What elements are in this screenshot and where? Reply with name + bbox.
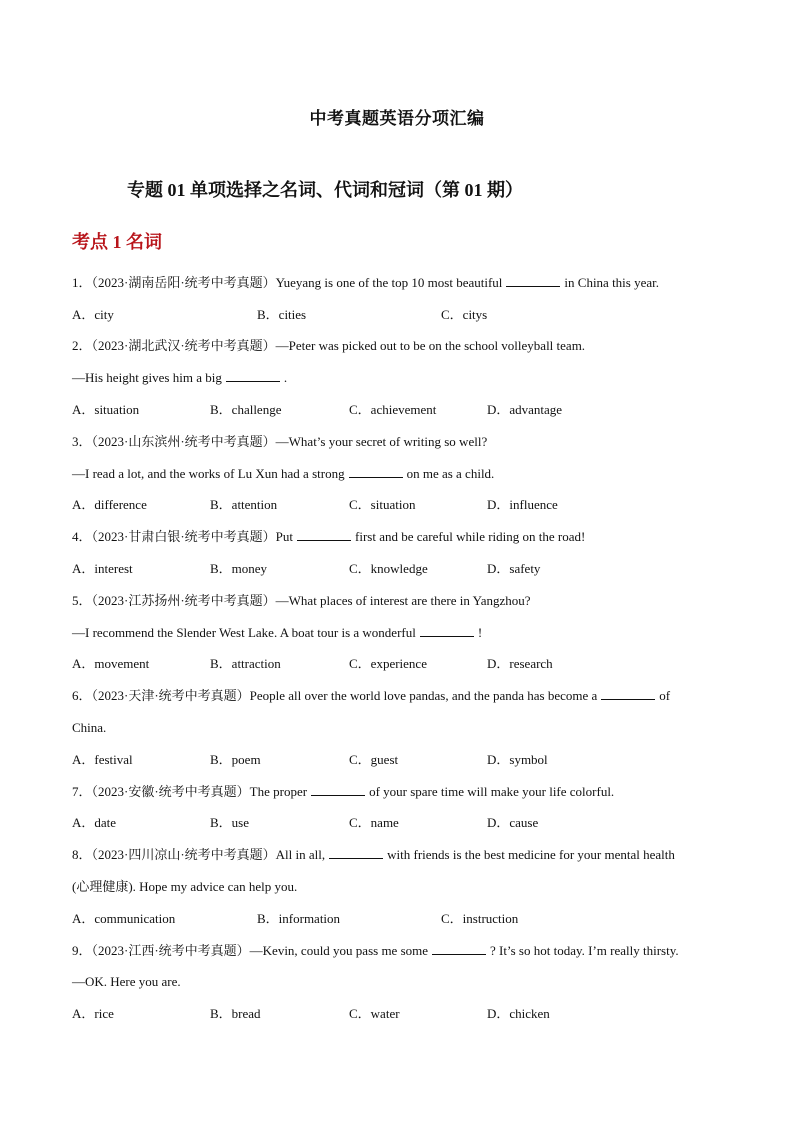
option-c: C．guest	[349, 752, 399, 767]
question-1	[72, 274, 732, 292]
question-text: of your spare time will make your life colorful.	[369, 784, 615, 799]
question-7	[72, 783, 732, 801]
question-text: !	[477, 625, 483, 640]
question-5: 5．（2023·江苏扬州·统考中考真题）—What places of interest are there in Yangzhou?	[72, 593, 531, 608]
question-text: in China this year.	[564, 275, 660, 290]
question-text: 6．（2023·天津·统考中考真题）People all over the world love pandas, and the panda has become a	[72, 688, 598, 703]
question-8	[72, 846, 732, 864]
question-6	[72, 687, 732, 705]
option-b: B．information	[257, 911, 341, 926]
question-text: first and be careful while riding on the road!	[355, 529, 586, 544]
answer-blank	[506, 274, 560, 287]
option-c: C．instruction	[441, 911, 519, 926]
question-3-line-2	[72, 465, 732, 483]
question-9-line-2: —OK. Here you are.	[72, 974, 181, 989]
question-text: ? It’s so hot today. I’m really thirsty.	[490, 943, 679, 958]
question-text: —His height gives him a big	[72, 370, 222, 385]
answer-blank	[311, 783, 365, 796]
question-2: 2．（2023·湖北武汉·统考中考真题）—Peter was picked out to be on the school volleyball team.	[72, 338, 586, 353]
question-text: on me as a child.	[406, 466, 495, 481]
question-3: 3．（2023·山东滨州·统考中考真题）—What’s your secret of writing so well?	[72, 434, 488, 449]
option-a: A．movement	[72, 656, 150, 671]
option-a: A．communication	[72, 911, 176, 926]
question-text: 1．（2023·湖南岳阳·统考中考真题）Yueyang is one of the top 10 most beautiful	[72, 275, 503, 290]
document-title: 中考真题英语分项汇编	[309, 109, 485, 128]
option-d: D．symbol	[487, 752, 548, 767]
question-text: 4．（2023·甘肃白银·统考中考真题）Put	[72, 529, 294, 544]
option-b: B．bread	[210, 1006, 261, 1021]
option-c: C．name	[349, 815, 399, 830]
question-6-line-2: China.	[72, 720, 107, 735]
option-d: D．chicken	[487, 1006, 550, 1021]
question-5-line-2	[72, 624, 732, 642]
option-b: B．poem	[210, 752, 261, 767]
question-text: 9．（2023·江西·统考中考真题）—Kevin, could you pass me some	[72, 943, 429, 958]
answer-blank	[297, 528, 351, 541]
option-c: C．situation	[349, 497, 416, 512]
option-b: B．use	[210, 815, 250, 830]
question-8-line-2: (心理健康). Hope my advice can help you.	[72, 879, 298, 894]
option-a: A．difference	[72, 497, 147, 512]
question-text: —I recommend the Slender West Lake. A boat tour is a wonderful	[72, 625, 416, 640]
answer-blank	[432, 942, 486, 955]
option-d: D．advantage	[487, 402, 563, 417]
option-b: B．money	[210, 561, 268, 576]
option-a: A．interest	[72, 561, 133, 576]
question-2-line-2	[72, 369, 732, 387]
option-b: B．cities	[257, 307, 307, 322]
section-heading: 考点 1 名词	[72, 232, 162, 252]
option-c: C．water	[349, 1006, 400, 1021]
answer-blank	[420, 624, 474, 637]
answer-blank	[601, 687, 655, 700]
option-c: C．citys	[441, 307, 488, 322]
option-d: D．influence	[487, 497, 558, 512]
question-text: 8．（2023·四川凉山·统考中考真题）All in all,	[72, 847, 326, 862]
question-text: —I read a lot, and the works of Lu Xun had a strong	[72, 466, 345, 481]
option-b: B．attention	[210, 497, 278, 512]
answer-blank	[349, 465, 403, 478]
option-b: B．attraction	[210, 656, 281, 671]
answer-blank	[329, 846, 383, 859]
option-a: A．date	[72, 815, 117, 830]
option-d: D．cause	[487, 815, 539, 830]
option-c: C．experience	[349, 656, 427, 671]
topic-title: 专题 01 单项选择之名词、代词和冠词（第 01 期）	[127, 180, 523, 200]
question-9	[72, 942, 732, 960]
option-c: C．knowledge	[349, 561, 428, 576]
option-a: A．situation	[72, 402, 140, 417]
question-text: of	[659, 688, 671, 703]
answer-blank	[226, 369, 280, 382]
question-text: with friends is the best medicine for your mental health	[387, 847, 675, 862]
option-a: A．festival	[72, 752, 133, 767]
option-b: B．challenge	[210, 402, 282, 417]
question-4	[72, 528, 732, 546]
option-d: D．safety	[487, 561, 541, 576]
option-c: C．achievement	[349, 402, 437, 417]
question-text: .	[283, 370, 288, 385]
option-a: A．rice	[72, 1006, 114, 1021]
option-a: A．city	[72, 307, 114, 322]
question-text: 7．（2023·安徽·统考中考真题）The proper	[72, 784, 308, 799]
option-d: D．research	[487, 656, 553, 671]
